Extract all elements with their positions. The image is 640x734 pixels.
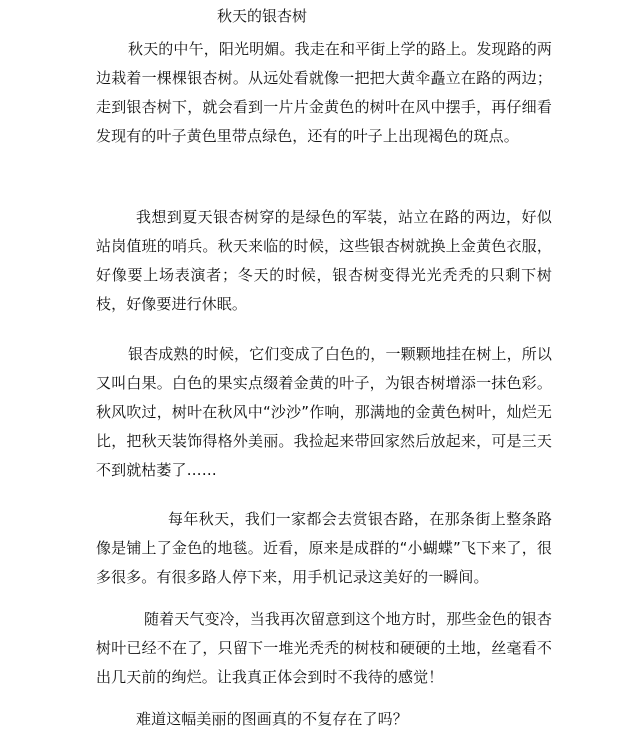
- paragraph-4: 每年秋天，我们一家都会去赏银杏路，在那条街上整条路像是铺上了金色的地毯。近看，原来是成群的“小蝴蝶”飞下来了，很多很多。有很多路人停下来，用手机记录这美好的一瞬间。: [96, 510, 552, 586]
- paragraph-2: 我想到夏天银杏树穿的是绿色的军装，站立在路的两边，好似站岗值班的哨兵。秋天来临的时候，这些银杏树就换上金黄色衣服，好像要上场表演者；冬天的时候，银杏树变得光光秃秃的只剩下树枝，好像要进行休眠。: [96, 208, 552, 313]
- paragraph-6: 难道这幅美丽的图画真的不复存在了吗？: [136, 710, 408, 728]
- paragraph-1: 秋天的中午，阳光明媚。我走在和平街上学的路上。发现路的两边栽着一棵棵银杏树。从远处看就像一把把大黄伞矗立在路的两边；走到银杏树下，就会看到一片片金黄色的树叶在风中摆手，再仔细看发现有的叶子黄色里带点绿色，还有的叶子上出现褐色的斑点。: [96, 40, 552, 145]
- document-title: 秋天的银杏树: [217, 7, 308, 25]
- paragraph-3: 银杏成熟的时候，它们变成了白色的，一颗颗地挂在树上，所以又叫白果。白色的果实点缀着金黄的叶子，为银杏树增添一抹色彩。秋风吹过，树叶在秋风中“沙沙”作响，那满地的金黄色树叶，灿烂无比，把秋天装饰得格外美丽。我捡起来带回家然后放起来，可是三天不到就枯萎了……: [96, 345, 552, 479]
- paragraph-5: 随着天气变冷，当我再次留意到这个地方时，那些金色的银杏树叶已经不在了，只留下一堆光秃秃的树枝和硬硬的土地，丝毫看不出几天前的绚烂。让我真正体会到时不我待的感觉！: [96, 610, 552, 686]
